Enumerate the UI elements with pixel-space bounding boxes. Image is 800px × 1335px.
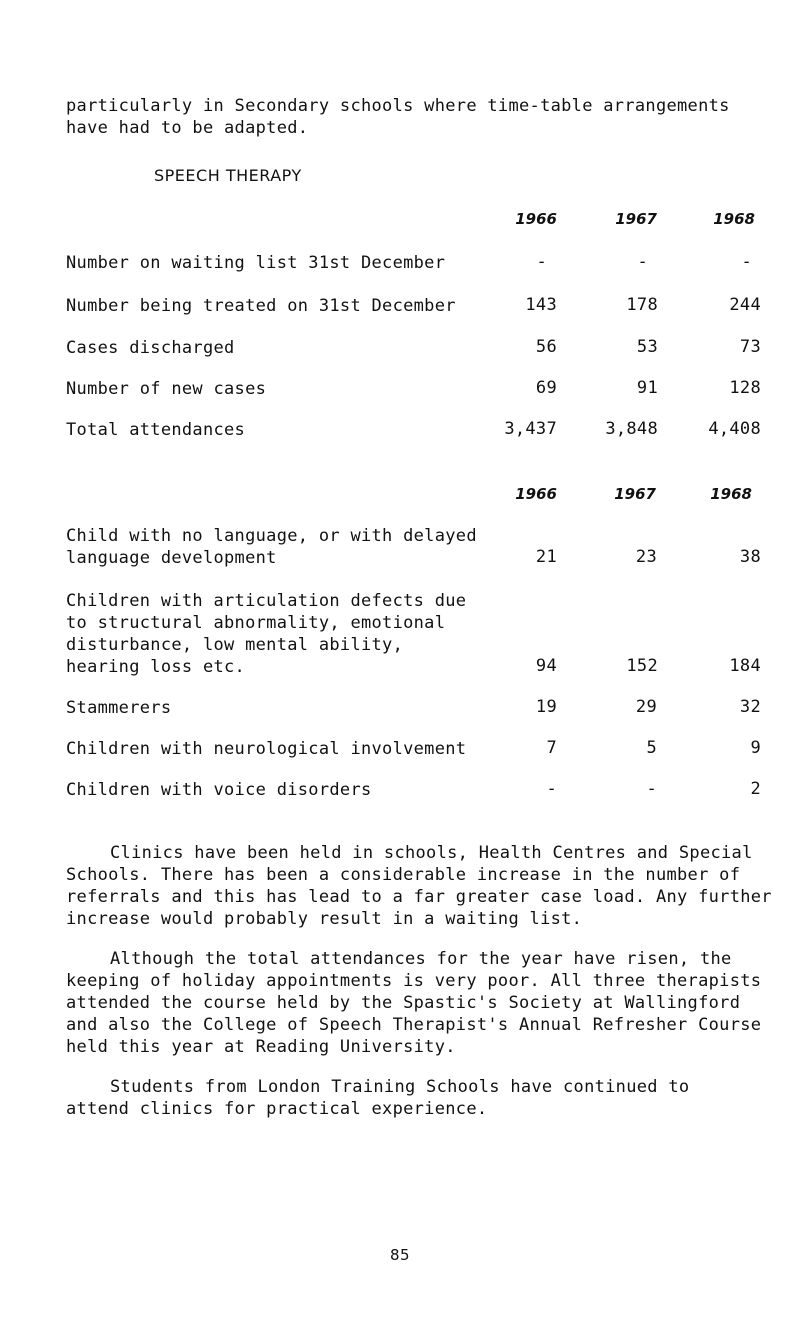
table1-cell: 69 [535,378,557,398]
table1-cell: 73 [739,337,761,357]
paragraph-line: increase would probably result in a waiting list. [66,909,583,929]
paragraph-clinics [66,842,778,930]
table1-cell: - [741,252,752,272]
table2-cell: 23 [635,547,657,567]
table2-cell: 152 [626,656,658,676]
table2-cell: 94 [535,656,557,676]
paragraph-line: Schools. There has been a considerable increase in the number of [66,865,741,885]
table2-cell: 32 [739,697,761,717]
paragraph-line: attend clinics for practical experience. [66,1099,488,1119]
paragraph-line: referrals and this has lead to a far greater case load. Any further [66,887,772,907]
paragraph-line: keeping of holiday appointments is very poor. All three therapists [66,971,762,991]
table2-year-1968: 1968 [710,485,752,503]
table1-year-1968: 1968 [713,210,755,228]
paragraph-line: Students from London Training Schools have continued to [110,1077,690,1097]
table2-cell: - [546,779,557,799]
table2-cell: - [646,779,657,799]
table1-cell: 3,437 [504,419,557,439]
paragraph-line: Although the total attendances for the year have risen, the [110,949,732,969]
table2-cell: 38 [739,547,761,567]
table2-cell: 5 [646,738,657,758]
table2-year-1966: 1966 [515,485,557,503]
table2-row-label: Children with voice disorders [66,780,372,800]
paragraph-students [66,1076,778,1120]
page-number: 85 [390,1246,411,1264]
table2-year-1967: 1967 [614,485,656,503]
table2-row-label: Children with articulation defects due [66,591,467,611]
table1-cell: 244 [729,295,761,315]
table1-cell: 56 [535,337,557,357]
table1-cell: - [637,252,648,272]
table2-row-label: disturbance, low mental ability, [66,635,404,655]
table2-row-label: hearing loss etc. [66,657,246,677]
table1-cell: 53 [636,337,658,357]
table1-row-label: Number on waiting list 31st December [66,253,446,273]
paragraph-line: held this year at Reading University. [66,1037,456,1057]
table2-row-label: Child with no language, or with delayed [66,526,477,546]
table1-row-label: Number of new cases [66,379,267,399]
intro-line-1: particularly in Secondary schools where time-table arrangements [66,96,730,116]
table2-row-label: language development [66,548,277,568]
table2-row-label: Stammerers [66,698,172,718]
table1-row-label: Cases discharged [66,338,235,358]
table1-cell: - [536,252,547,272]
table1-cell: 3,848 [605,419,658,439]
table2-cell: 2 [750,779,761,799]
table2-cell: 184 [729,656,761,676]
paragraph-line: and also the College of Speech Therapist's Annual Refresher Course [66,1015,762,1035]
table2-row-label: to structural abnormality, emotional [66,613,446,633]
table2-row-label: Children with neurological involvement [66,739,467,759]
table2-cell: 21 [535,547,557,567]
table1-row-label: Number being treated on 31st December [66,296,456,316]
table2-cell: 9 [750,738,761,758]
table1-cell: 4,408 [708,419,761,439]
paragraph-attendances [66,948,778,1058]
table1-cell: 178 [626,295,658,315]
table1-cell: 128 [729,378,761,398]
table1-year-1966: 1966 [515,210,557,228]
paragraph-line: Clinics have been held in schools, Health Centres and Special [110,843,753,863]
table1-cell: 143 [525,295,557,315]
table1-row-label: Total attendances [66,420,246,440]
intro-line-2: have had to be adapted. [66,118,309,138]
table1-year-1967: 1967 [615,210,657,228]
table2-cell: 19 [535,697,557,717]
table2-cell: 7 [546,738,557,758]
table1-cell: 91 [636,378,658,398]
section-title: SPEECH THERAPY [154,166,302,185]
table2-cell: 29 [635,697,657,717]
paragraph-line: attended the course held by the Spastic's Society at Wallingford [66,993,741,1013]
